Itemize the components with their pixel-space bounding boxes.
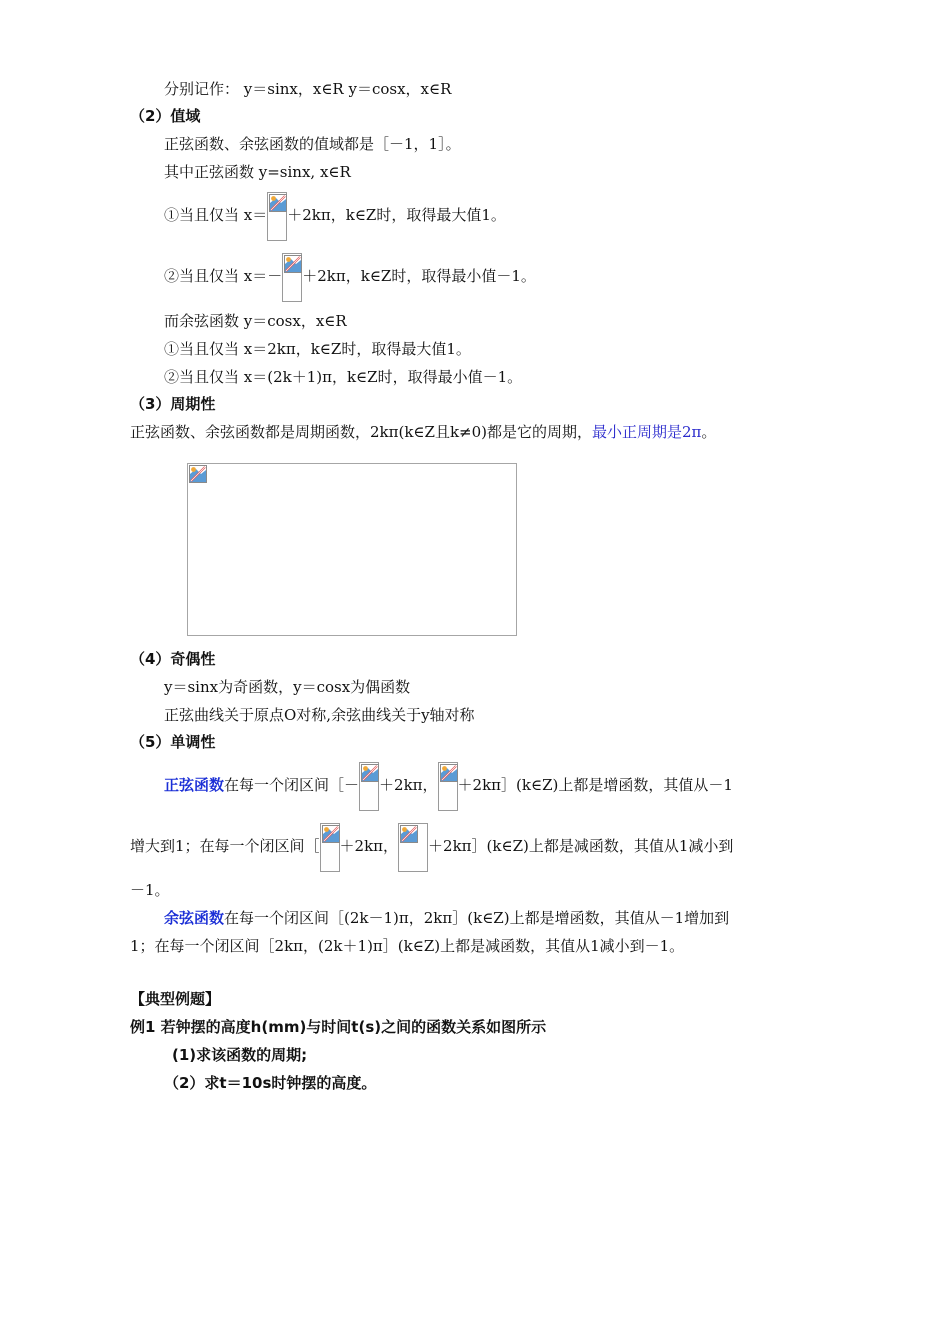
sin-min-line: [164, 251, 536, 301]
sin-min-text-a: ②当且仅当 x＝－: [164, 267, 283, 285]
formula-image-icon: [359, 762, 379, 811]
mono-text-1a: 在每一个闭区间［－: [224, 776, 360, 794]
line-definitions: 分别记作： y＝sinx，x∈R y＝cosx，x∈R: [164, 80, 452, 98]
example-1-question-1: (1)求该函数的周期;: [172, 1046, 308, 1064]
sin-max-text-b: ＋2kπ，k∈Z时，取得最大值1。: [287, 206, 506, 224]
formula-image-icon: [320, 823, 340, 872]
section-parity-heading: （4）奇偶性: [130, 650, 216, 668]
section-monotonicity-heading: （5）单调性: [130, 733, 216, 751]
sin-range-heading: 其中正弦函数 y=sinx, x∈R: [164, 163, 351, 181]
graph-image-placeholder: [187, 463, 517, 636]
parity-line-2: 正弦曲线关于原点O对称,余弦曲线关于y轴对称: [164, 706, 475, 724]
mono-sin-line-3: －1。: [130, 881, 170, 899]
mono-text-2c: ＋2kπ］(k∈Z)上都是减函数，其值从1减小到: [428, 837, 734, 855]
mono-text-2b: ＋2kπ，: [339, 837, 399, 855]
section-period-heading: （3）周期性: [130, 395, 216, 413]
mono-text-1b: ＋2kπ，: [379, 776, 438, 794]
parity-line-1: y＝sinx为奇函数，y＝cosx为偶函数: [164, 678, 411, 696]
formula-image-icon: [438, 762, 458, 811]
mono-text-4: 在每一个闭区间［(2k－1)π，2kπ］(k∈Z)上都是增函数，其值从－1增加到: [224, 909, 730, 927]
sin-max-text-a: ①当且仅当 x＝: [164, 206, 268, 224]
formula-image-icon: [267, 192, 287, 241]
cos-min-line: ②当且仅当 x＝(2k＋1)π，k∈Z时，取得最小值－1。: [164, 368, 523, 386]
examples-heading: 【典型例题】: [130, 990, 221, 1008]
period-text: 正弦函数、余弦函数都是周期函数，2kπ(k∈Z且k≠0)都是它的周期，: [130, 423, 593, 441]
period-statement: [130, 422, 716, 442]
mono-text-2a: 增大到1；在每一个闭区间［: [130, 837, 320, 855]
mono-sin-line-1: [164, 760, 733, 810]
broken-image-icon: [188, 464, 208, 484]
mono-text-1c: ＋2kπ］(k∈Z)上都是增函数，其值从－1: [457, 776, 733, 794]
formula-image-icon: [398, 823, 428, 872]
cos-range-heading: 而余弦函数 y＝cosx，x∈R: [164, 312, 347, 330]
mono-sin-line-2: [130, 821, 733, 871]
cos-keyword: 余弦函数: [164, 909, 225, 927]
min-period-highlight: 最小正周期是2π: [592, 423, 702, 441]
sin-min-text-b: ＋2kπ，k∈Z时，取得最小值－1。: [302, 267, 536, 285]
formula-image-icon: [282, 253, 302, 302]
example-1-statement: 例1 若钟摆的高度h(mm)与时间t(s)之间的函数关系如图所示: [130, 1018, 547, 1036]
sin-max-line: [164, 190, 506, 240]
cos-max-line: ①当且仅当 x＝2kπ，k∈Z时，取得最大值1。: [164, 340, 471, 358]
period-end: 。: [701, 423, 717, 441]
sin-keyword: 正弦函数: [164, 776, 225, 794]
example-1-question-2: （2）求t＝10s时钟摆的高度。: [164, 1074, 377, 1092]
mono-cos-line-1: [164, 908, 729, 928]
section-range-heading: （2）值域: [130, 107, 201, 125]
range-statement: 正弦函数、余弦函数的值域都是［－1，1］。: [164, 135, 461, 153]
mono-cos-line-2: 1；在每一个闭区间［2kπ，(2k＋1)π］(k∈Z)上都是减函数，其值从1减小到－1。: [130, 937, 685, 955]
